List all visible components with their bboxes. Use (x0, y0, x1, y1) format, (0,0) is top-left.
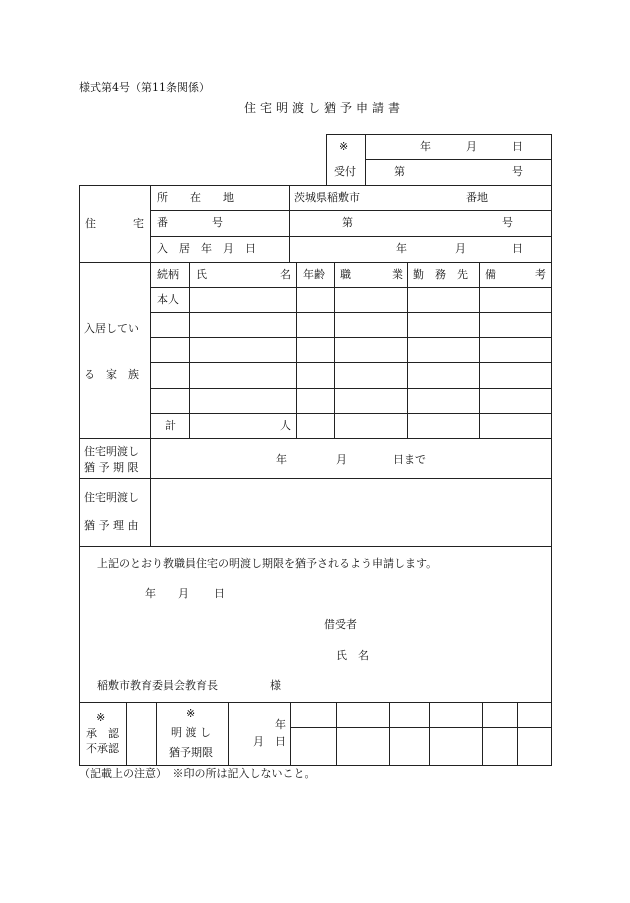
family-total-unit[interactable]: 人 (280, 419, 291, 432)
approval-mark: ※ (96, 711, 106, 724)
declaration-text: 上記のとおり教職員住宅の明渡し期限を猶予されるよう申請します。 (97, 557, 438, 570)
reason-label-1: 住宅明渡し (84, 491, 139, 504)
extension-label-2: 猶予期限 (169, 746, 213, 759)
family-self: 本人 (157, 293, 179, 306)
deadline-label-2: 猶 予 期 限 (84, 461, 139, 474)
reason-field[interactable] (151, 479, 551, 546)
header-relation: 続柄 (157, 268, 179, 281)
location-label: 所 在 地 (157, 191, 234, 204)
family-total-label: 計 (165, 419, 176, 432)
honorific: 様 (270, 679, 281, 692)
reception-label: 受付 (334, 165, 356, 178)
form-number: 様式第4号（第11条関係） (79, 81, 210, 94)
movein-day[interactable]: 日 (512, 242, 523, 255)
family-label-2: る 家 族 (84, 368, 139, 381)
family-label-1: 入居してい (84, 322, 139, 335)
borrower-label: 借受者 (324, 618, 357, 631)
movein-label: 入 居 年 月 日 (157, 242, 256, 255)
header-age: 年齢 (303, 268, 325, 281)
reason-label-2: 猶 予 理 由 (84, 519, 139, 532)
header-remarks-1: 備 (485, 268, 496, 281)
reception-no-suffix[interactable]: 号 (512, 165, 523, 178)
location-value[interactable]: 茨城県稲敷市 (294, 191, 360, 204)
extension-label-1: 明 渡 し (171, 726, 211, 739)
extension-month-day[interactable]: 月 日 (253, 735, 286, 748)
movein-month[interactable]: 月 (455, 242, 466, 255)
reception-mark: ※ (339, 140, 349, 153)
note: （記載上の注意） ※印の所は記入しないこと。 (79, 767, 316, 780)
approval-approve[interactable]: 承 認 (86, 727, 119, 740)
extension-year[interactable]: 年 (275, 718, 286, 731)
deadline-until[interactable]: 日まで (393, 453, 426, 466)
header-job-1: 職 (340, 268, 351, 281)
reception-day[interactable]: 日 (512, 140, 523, 153)
header-remarks-2: 考 (535, 268, 546, 281)
declaration-month[interactable]: 月 (178, 587, 189, 600)
housing-label-2: 宅 (133, 217, 144, 230)
declaration-year[interactable]: 年 (145, 587, 156, 600)
deadline-year[interactable]: 年 (276, 453, 287, 466)
reception-no-prefix: 第 (394, 165, 405, 178)
number-prefix: 第 (342, 216, 353, 229)
approval-reject[interactable]: 不承認 (86, 742, 119, 755)
reception-month[interactable]: 月 (466, 140, 477, 153)
location-banchi: 番地 (466, 191, 488, 204)
form-title: 住宅明渡し猶予申請書 (244, 101, 405, 115)
declaration-day[interactable]: 日 (214, 587, 225, 600)
extension-mark: ※ (186, 707, 196, 720)
deadline-month[interactable]: 月 (336, 453, 347, 466)
borrower-name-label[interactable]: 氏 名 (336, 649, 369, 662)
header-name-2: 名 (280, 268, 291, 281)
deadline-label-1: 住宅明渡し (84, 445, 139, 458)
header-name-1: 氏 (196, 268, 207, 281)
movein-year[interactable]: 年 (396, 242, 407, 255)
header-workplace: 勤 務 先 (413, 268, 468, 281)
header-job-2: 業 (392, 268, 403, 281)
number-label: 番 号 (157, 216, 223, 229)
number-suffix[interactable]: 号 (502, 216, 513, 229)
reception-year[interactable]: 年 (420, 140, 431, 153)
housing-label-1: 住 (85, 217, 96, 230)
addressee: 稲敷市教育委員会教育長 (97, 679, 218, 692)
